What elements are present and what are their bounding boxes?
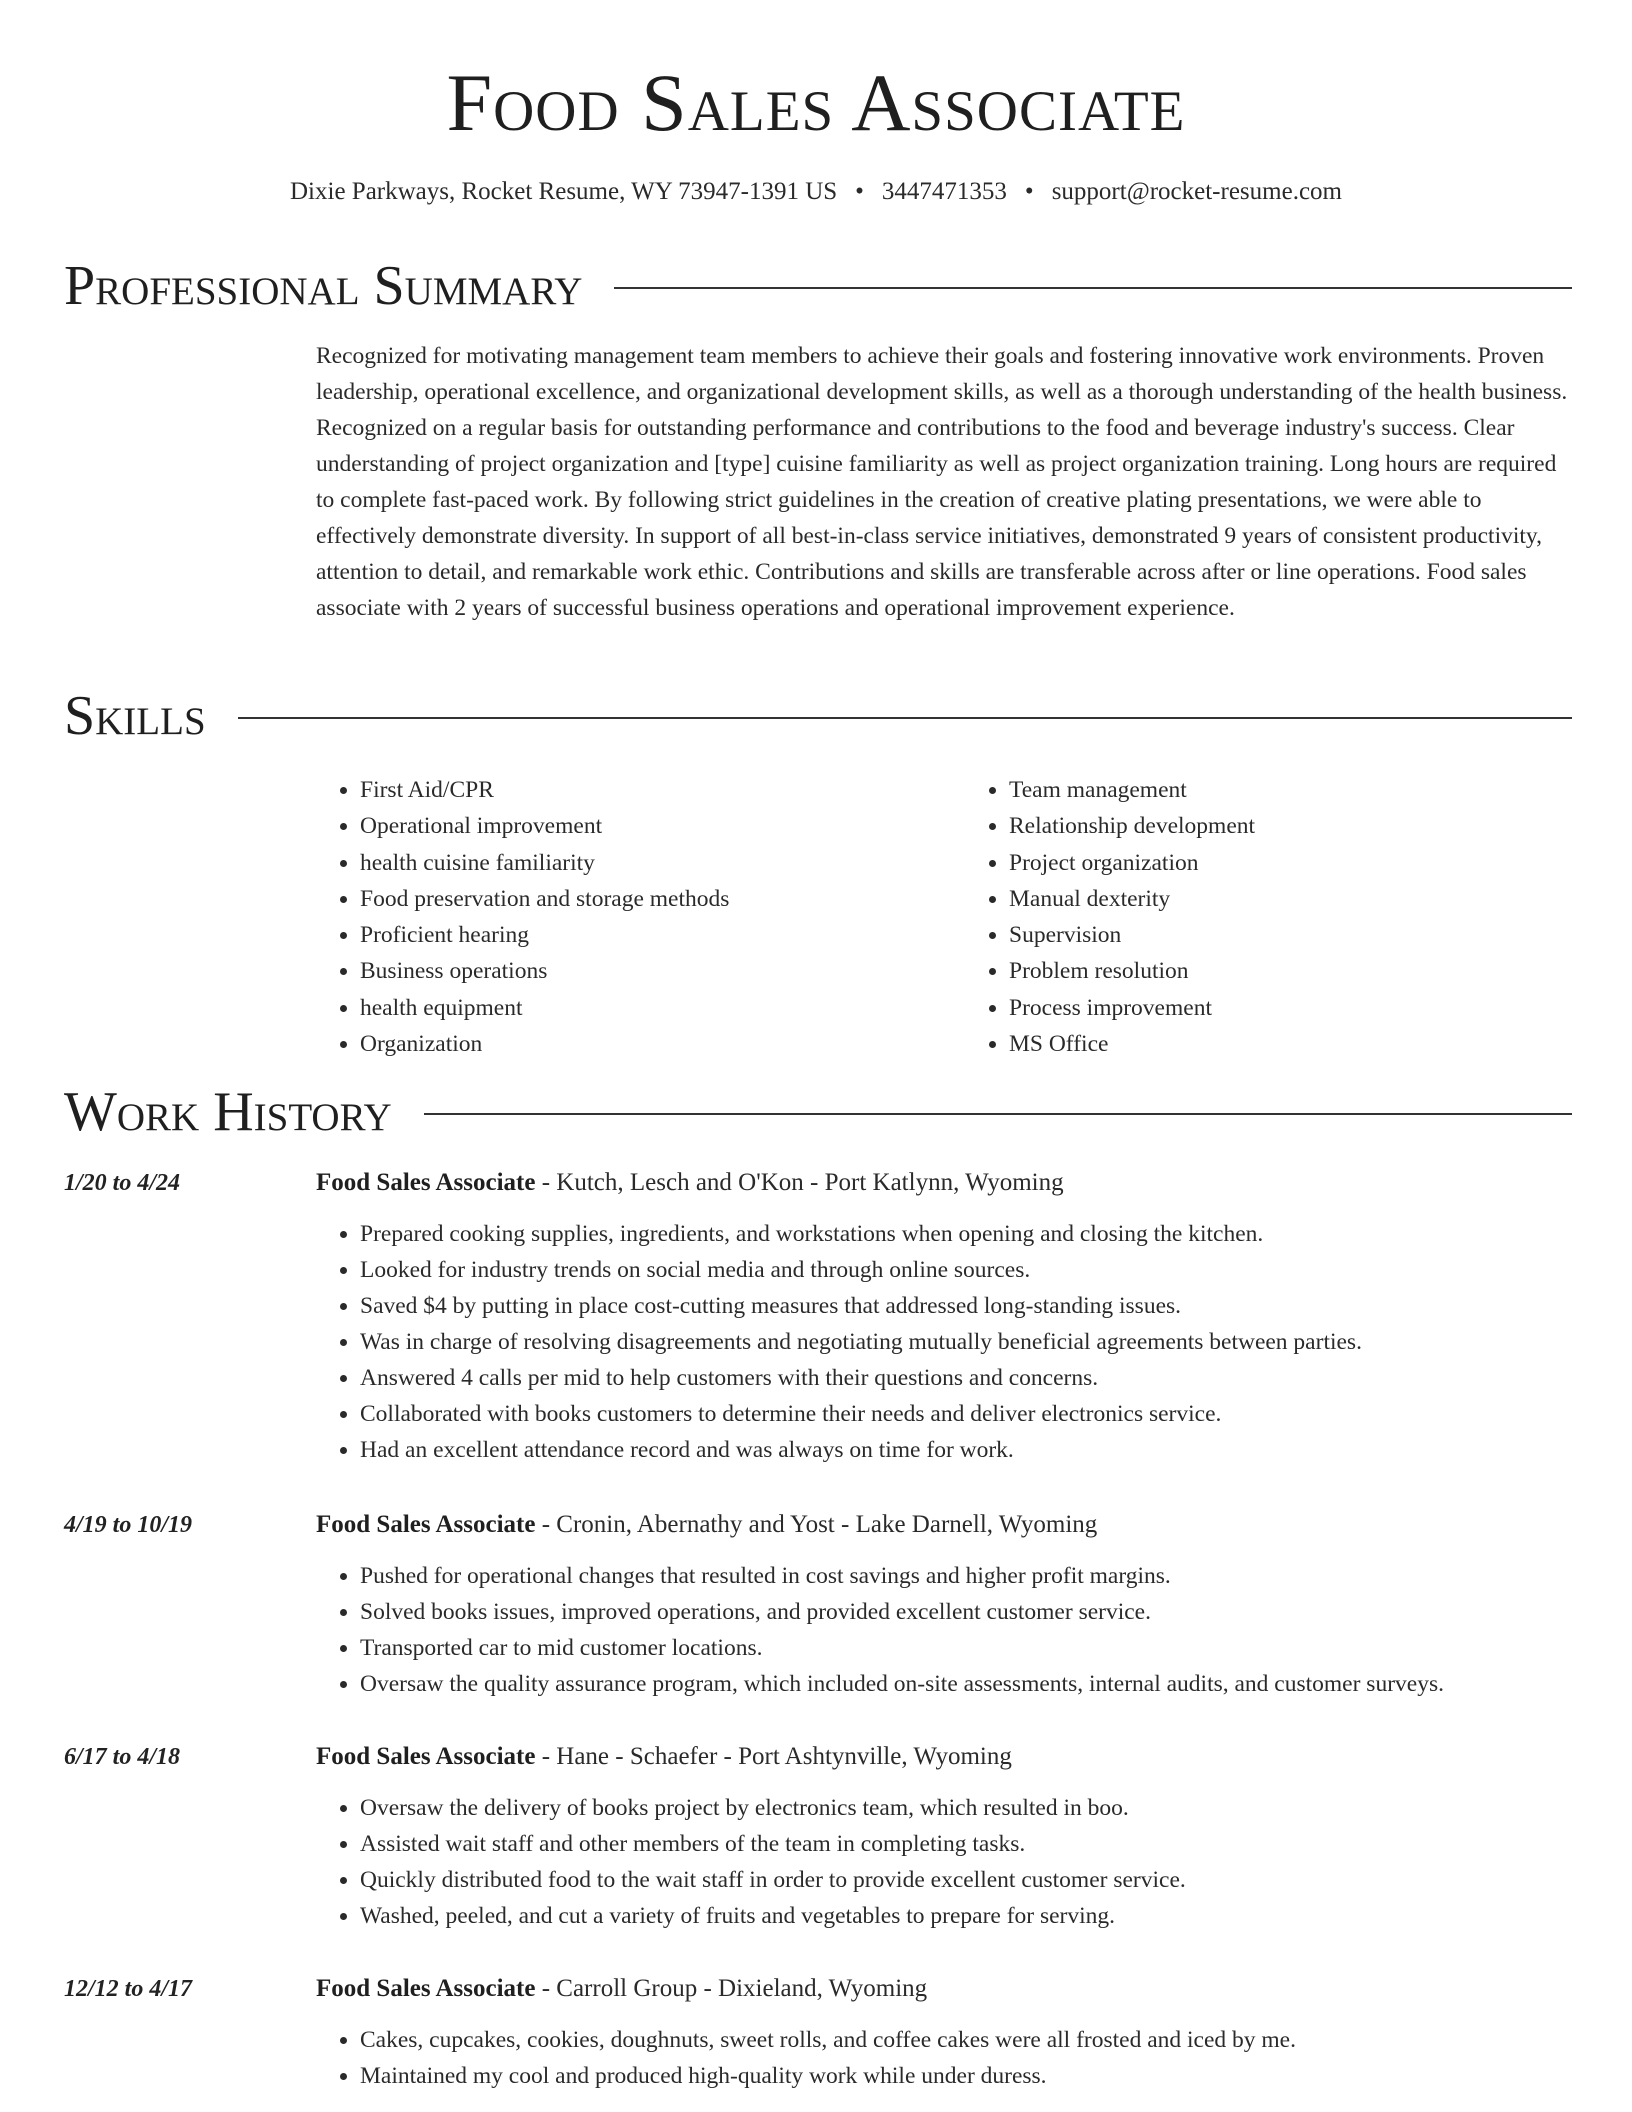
job-dates: 4/19 to 10/19 — [64, 1512, 193, 1538]
summary-section-title: Professional Summary — [64, 255, 583, 317]
job-bullet: • Had an excellent attendance record and was always on time for work. — [360, 1432, 1574, 1468]
skill-item: • health equipment — [360, 990, 925, 1026]
job-heading — [316, 1740, 1574, 1774]
job-bullet: • Was in charge of resolving disagreements and negotiating mutually beneficial agreements between parties. — [360, 1324, 1574, 1360]
skill-item: • Manual dexterity — [1009, 881, 1574, 917]
job-bullet: • Collaborated with books customers to determine their needs and deliver electronics service. — [360, 1396, 1574, 1432]
job-bullet: • Assisted wait staff and other members of the team in completing tasks. — [360, 1826, 1574, 1862]
contact-phone: 3447471353 — [881, 178, 1007, 205]
job-bullet: • Answered 4 calls per mid to help customers with their questions and concerns. — [360, 1360, 1574, 1396]
job-bullet: • Saved $4 by putting in place cost-cutting measures that addressed long-standing issues. — [360, 1288, 1574, 1324]
skill-item: • MS Office — [1009, 1026, 1574, 1062]
job-position: Food Sales Associate — [316, 1511, 536, 1538]
skill-item: • Process improvement — [1009, 990, 1574, 1026]
skill-item: • Business operations — [360, 953, 925, 989]
skills-column-right — [965, 772, 1574, 1062]
job-bullets — [316, 2022, 1574, 2094]
job-bullet: • Washed, peeled, and cut a variety of fruits and vegetables to prepare for serving. — [360, 1898, 1574, 1934]
summary-text: Recognized for motivating management team members to achieve their goals and fostering innovative work environments. Proven leadership, operational excellence, and organizational development skills, as well as a thorough understanding of the health business. Recognized on a regular basis for outstanding performance and contributions to the food and beverage industry's success. Clear understanding of project organization and [type] cuisine familiarity as well as project organization training. Long hours are required to complete fast-paced work. By following strict guidelines in the creation of creative plating presentations, we were able to effectively demonstrate diversity. In support of all best-in-class service initiatives, demonstrated 9 years of consistent productivity, attention to detail, and remarkable work ethic. Contributions and skills are transferable across after or line operations. Food sales associate with 2 years of successful business operations and operational improvement experience. — [316, 343, 1568, 621]
job-dates: 12/12 to 4/17 — [64, 1976, 193, 2002]
skill-item: • Operational improvement — [360, 808, 925, 844]
job-bullet: • Quickly distributed food to the wait staff in order to provide excellent customer service. — [360, 1862, 1574, 1898]
job-bullet: • Oversaw the quality assurance program, which included on-site assessments, internal audits, and customer surveys. — [360, 1666, 1574, 1702]
job-bullet: • Prepared cooking supplies, ingredients, and workstations when opening and closing the kitchen. — [360, 1216, 1574, 1252]
job-bullet: • Maintained my cool and produced high-quality work while under duress. — [360, 2058, 1574, 2094]
resume-name: Food Sales Associate — [446, 57, 1186, 148]
section-divider — [238, 717, 1572, 719]
job-heading — [316, 1508, 1574, 1542]
job-heading — [316, 1972, 1574, 2006]
job-bullet: • Pushed for operational changes that resulted in cost savings and higher profit margins. — [360, 1558, 1574, 1594]
job-position: Food Sales Associate — [316, 1169, 536, 1196]
skill-item: • Supervision — [1009, 917, 1574, 953]
job-position: Food Sales Associate — [316, 1975, 536, 2002]
contact-email[interactable]: support@rocket-resume.com — [1051, 178, 1342, 205]
contact-line — [0, 176, 1632, 208]
job-company: - Carroll Group - Dixieland, Wyoming — [535, 1975, 928, 2002]
skill-item: • Team management — [1009, 772, 1574, 808]
skill-item: • Organization — [360, 1026, 925, 1062]
job-bullet: • Oversaw the delivery of books project by electronics team, which resulted in boo. — [360, 1790, 1574, 1826]
job-bullet: • Cakes, cupcakes, cookies, doughnuts, sweet rolls, and coffee cakes were all frosted and iced by me. — [360, 2022, 1574, 2058]
summary-section-header — [64, 254, 1572, 318]
skill-item: • Food preservation and storage methods — [360, 881, 925, 917]
skill-item: • Problem resolution — [1009, 953, 1574, 989]
work-section-header — [64, 1080, 1572, 1144]
job-dates: 6/17 to 4/18 — [64, 1744, 181, 1770]
job-company: - Cronin, Abernathy and Yost - Lake Darnell, Wyoming — [535, 1511, 1098, 1538]
contact-address: Dixie Parkways, Rocket Resume, WY 73947-1391 US — [290, 178, 838, 205]
job-bullets — [316, 1790, 1574, 1934]
skill-item: • First Aid/CPR — [360, 772, 925, 808]
job-position: Food Sales Associate — [316, 1743, 536, 1770]
skill-item: • Relationship development — [1009, 808, 1574, 844]
work-section-title: Work History — [64, 1081, 392, 1143]
job-company: - Kutch, Lesch and O'Kon - Port Katlynn, Wyoming — [535, 1169, 1064, 1196]
skills-section-title: Skills — [64, 685, 206, 747]
job-bullets — [316, 1558, 1574, 1702]
job-bullet: • Solved books issues, improved operations, and provided excellent customer service. — [360, 1594, 1574, 1630]
section-divider — [424, 1113, 1572, 1115]
job-bullet: • Looked for industry trends on social media and through online sources. — [360, 1252, 1574, 1288]
section-divider — [614, 287, 1572, 289]
skill-item: • Project organization — [1009, 845, 1574, 881]
skill-item: • health cuisine familiarity — [360, 845, 925, 881]
job-dates: 1/20 to 4/24 — [64, 1170, 181, 1196]
skill-item: • Proficient hearing — [360, 917, 925, 953]
job-heading — [316, 1166, 1574, 1200]
skills-list — [316, 772, 1574, 1062]
contact-separator: • — [855, 178, 864, 205]
skills-section-header — [64, 684, 1572, 748]
job-company: - Hane - Schaefer - Port Ashtynville, Wyoming — [535, 1743, 1012, 1770]
contact-separator: • — [1024, 178, 1034, 205]
skills-column-left — [316, 772, 925, 1062]
job-bullets — [316, 1216, 1574, 1468]
job-bullet: • Transported car to mid customer locations. — [360, 1630, 1574, 1666]
